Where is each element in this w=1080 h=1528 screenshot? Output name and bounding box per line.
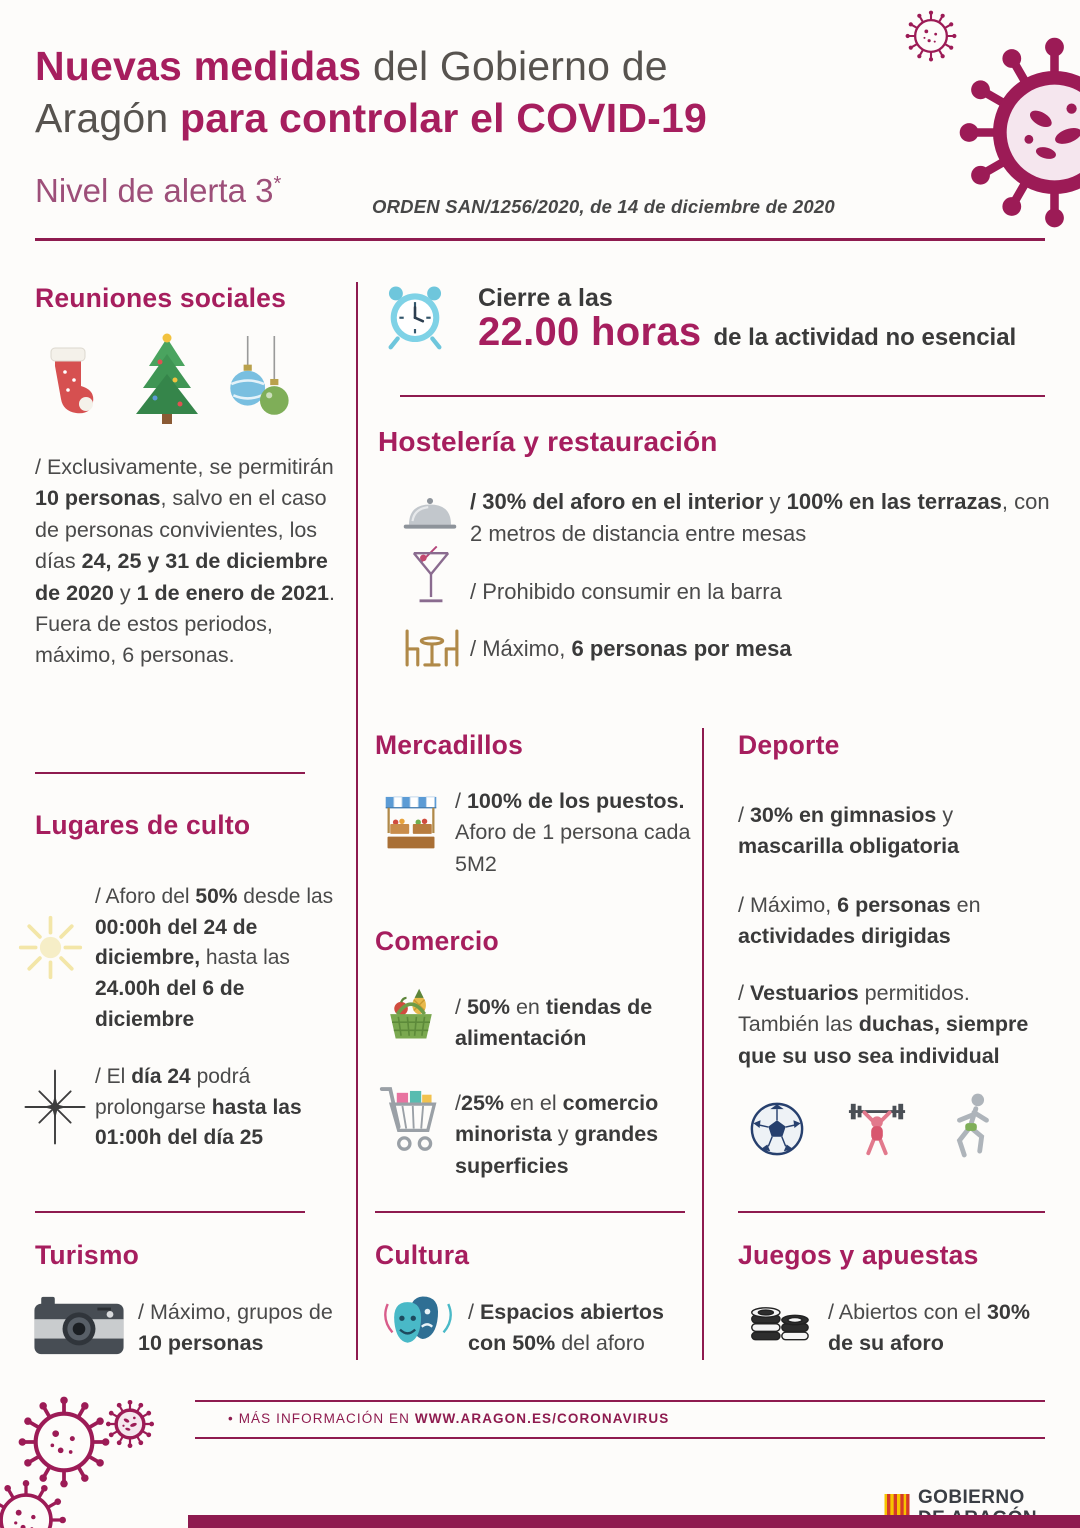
hosteleria-item: / Máximo, 6 personas por mesa	[470, 636, 792, 661]
stocking-icon	[38, 340, 100, 420]
bottom-bar	[188, 1515, 1080, 1528]
page-title-line2: Aragón para controlar el COVID-19	[35, 95, 707, 142]
comercio-item: / 50% en tiendas de alimentación	[455, 995, 653, 1051]
section-heading: Mercadillos	[375, 730, 524, 760]
section-heading: Hostelería y restauración	[378, 426, 718, 457]
camera-icon	[33, 1294, 125, 1356]
divider	[35, 1211, 305, 1213]
deporte-item: / 30% en gimnasios y mascarilla obligatoria	[738, 803, 960, 859]
star-icon	[22, 1068, 88, 1146]
section-heading: Cultura	[375, 1240, 470, 1270]
section-heading: Comercio	[375, 926, 499, 956]
coronavirus-icon	[0, 1476, 70, 1528]
alert-level	[35, 172, 281, 210]
vertical-divider-right	[702, 728, 704, 1360]
table-chairs-icon	[400, 625, 464, 671]
hosteleria-item: / 30% del aforo en el interior y 100% en las terrazas, con 2 metros de distancia entre mesas	[470, 489, 1050, 547]
section-heading: Lugares de culto	[35, 810, 251, 840]
divider	[400, 395, 1045, 397]
closing-time: 22.00 horas	[478, 310, 702, 354]
baubles-icon	[224, 336, 298, 424]
cloche-icon	[402, 492, 458, 538]
section-heading: Reuniones sociales	[35, 283, 287, 313]
juegos-body: / Abiertos con el 30% de su aforo	[828, 1300, 1030, 1356]
closing-suffix: de la actividad no esencial	[713, 324, 1017, 351]
divider	[35, 772, 305, 774]
deporte-item: / Máximo, 6 personas en actividades dirigidas	[738, 893, 981, 949]
mercadillos-body: / 100% de los puestos. Aforo de 1 persona cada 5M2	[455, 789, 691, 876]
coronavirus-icon	[952, 30, 1080, 235]
divider	[375, 1211, 685, 1213]
coronavirus-icon	[104, 1398, 156, 1450]
sun-icon	[8, 905, 93, 990]
culto-item: / El día 24 podrá prolongarse hasta las 01:00h del día 25	[95, 1065, 302, 1150]
shopping-cart-icon	[378, 1082, 440, 1160]
divider	[738, 1211, 1045, 1213]
footer-divider-top	[195, 1400, 1045, 1402]
running-icon	[944, 1090, 1000, 1162]
header	[35, 40, 875, 144]
header-divider	[35, 238, 1045, 241]
weightlifting-icon	[842, 1098, 912, 1160]
page-title-line1: Nuevas medidas del Gobierno de	[35, 43, 668, 89]
social-body: / Exclusivamente, se permitirán 10 personas, salvo en el caso de personas convivientes, los días 24, 25 y 31 de diciembre de 2020 y 1 de enero de 2021. Fuera de estos periodos, máximo, 6 personas.	[35, 455, 336, 668]
alarm-clock-icon	[382, 280, 448, 352]
footer-divider-bottom	[195, 1437, 1045, 1439]
theater-masks-icon	[383, 1292, 453, 1352]
order-reference: ORDEN SAN/1256/2020, de 14 de diciembre de 2020	[372, 196, 835, 217]
section-heading: Juegos y apuestas	[738, 1240, 979, 1270]
market-stall-icon	[383, 792, 439, 856]
football-icon	[748, 1100, 806, 1158]
deporte-item: / Vestuarios permitidos. También las duchas, siempre que su uso sea individual	[738, 981, 1029, 1068]
christmas-tree-icon	[128, 330, 206, 426]
footer-info: • MÁS INFORMACIÓN EN WWW.ARAGON.ES/CORONAVIRUS	[228, 1411, 670, 1426]
comercio-item: /25% en el comercio minorista y grandes superficies	[455, 1091, 659, 1178]
section-heading: Deporte	[738, 730, 840, 760]
vertical-divider-left	[356, 282, 358, 1360]
logo-line1: GOBIERNO	[918, 1487, 1025, 1508]
poker-chips-icon	[748, 1292, 810, 1348]
closing-prefix: Cierre a las	[478, 284, 613, 312]
turismo-body: / Máximo, grupos de 10 personas	[138, 1300, 333, 1356]
cultura-body: / Espacios abiertos con 50% del aforo	[468, 1300, 664, 1356]
alert-asterisk: *	[273, 173, 282, 195]
hosteleria-item: / Prohibido consumir en la barra	[470, 579, 782, 604]
section-heading: Turismo	[35, 1240, 139, 1270]
culto-item: / Aforo del 50% desde las 00:00h del 24 de diciembre, hasta las 24.00h del 6 de diciembre	[95, 885, 334, 1031]
grocery-basket-icon	[383, 986, 439, 1044]
cocktail-icon	[410, 546, 452, 608]
closing-line	[478, 310, 1016, 355]
alert-level-text: Nivel de alerta 3	[35, 172, 274, 209]
coronavirus-icon	[903, 8, 959, 64]
